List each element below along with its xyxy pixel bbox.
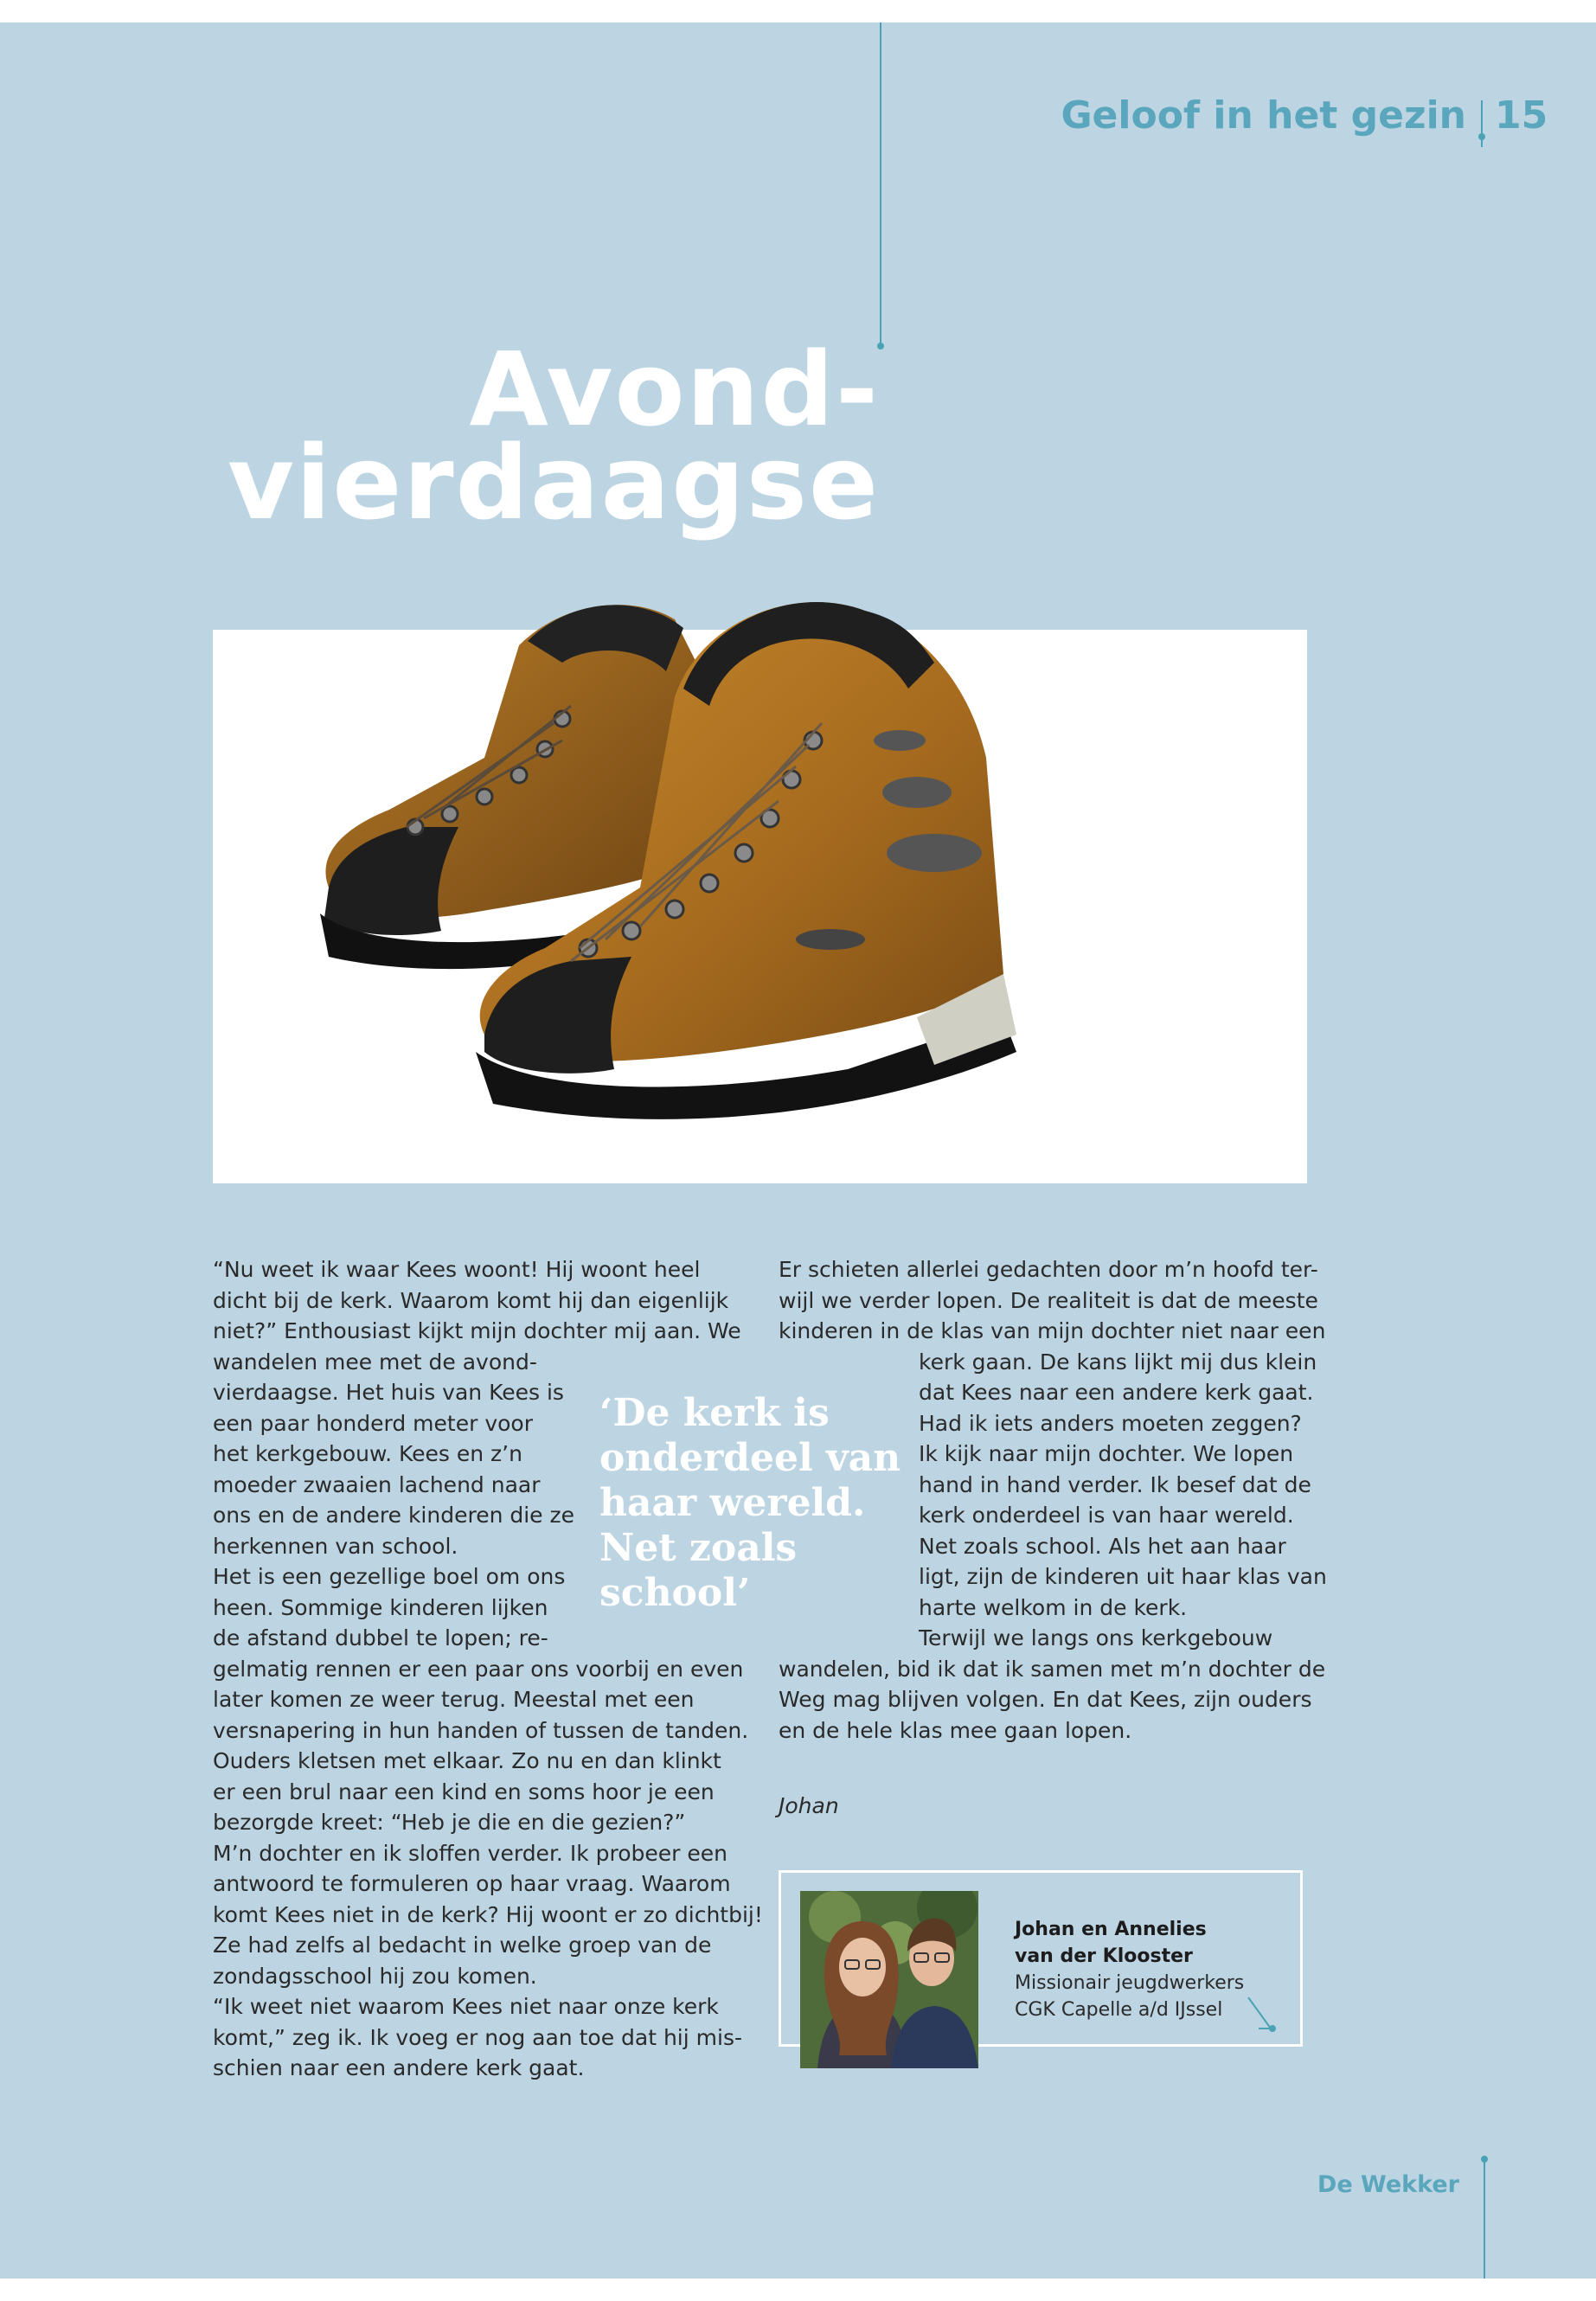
text-line: komt Kees niet in de kerk? Hij woont er zo dichtbij! xyxy=(213,1901,763,1927)
text-line: wandelen, bid ik dat ik samen met m’n dochter de xyxy=(779,1656,1326,1682)
text-line: kinderen in de klas van mijn dochter niet naar een xyxy=(779,1318,1326,1343)
text-line: ons en de andere kinderen die ze xyxy=(213,1503,575,1528)
pull-quote-line: school’ xyxy=(599,1571,751,1615)
pull-quote-line: Net zoals xyxy=(599,1526,798,1570)
author-bio-box xyxy=(779,1870,1303,2047)
text-line: Ouders kletsen met elkaar. Zo nu en dan klinkt xyxy=(213,1748,721,1773)
text-line: “Nu weet ik waar Kees woont! Hij woont heel xyxy=(213,1257,701,1282)
section-title: Geloof in het gezin xyxy=(1061,93,1466,138)
pull-quote-line: haar wereld. xyxy=(599,1481,866,1525)
bio-name xyxy=(1015,1916,1207,1970)
text-line: Terwijl we langs ons kerkgebouw xyxy=(919,1625,1273,1650)
text-line: versnapering in hun handen of tussen de tanden. xyxy=(213,1717,749,1743)
text-line: ligt, zijn de kinderen uit haar klas van xyxy=(919,1564,1327,1589)
authors-photo xyxy=(800,1891,978,2068)
bio-name-line: Johan en Annelies xyxy=(1015,1919,1207,1940)
text-line: de afstand dubbel te lopen; re- xyxy=(213,1625,548,1650)
bio-name-line: van der Klooster xyxy=(1015,1945,1193,1967)
pull-quote-line: ‘De kerk is xyxy=(599,1391,830,1435)
article-column-1 xyxy=(213,1254,763,2084)
footer-rule xyxy=(1484,2159,1485,2279)
text-line: Weg mag blijven volgen. En dat Kees, zijn ouders xyxy=(779,1687,1312,1712)
header-divider-dot xyxy=(1478,133,1485,140)
text-line: dat Kees naar een andere kerk gaat. xyxy=(919,1380,1314,1405)
page-number: 15 xyxy=(1495,93,1548,138)
text-line: komt,” zeg ik. Ik voeg er nog aan toe dat hij mis- xyxy=(213,2024,742,2050)
magazine-name: De Wekker xyxy=(1317,2171,1459,2198)
text-line: Net zoals school. Als het aan haar xyxy=(919,1533,1286,1559)
author-signature: Johan xyxy=(779,1793,839,1818)
magazine-page xyxy=(0,22,1596,2279)
title-line-1: Avond- xyxy=(469,330,880,449)
text-line: Ik kijk naar mijn dochter. We lopen xyxy=(919,1441,1294,1466)
text-line: hand in hand verder. Ik besef dat de xyxy=(919,1471,1311,1497)
text-line: “Ik weet niet waarom Kees niet naar onze kerk xyxy=(213,1994,719,2019)
text-line: vierdaagse. Het huis van Kees is xyxy=(213,1380,564,1405)
title-line-2: vierdaagse xyxy=(227,423,880,542)
article-title xyxy=(227,330,880,542)
text-line: moeder zwaaien lachend naar xyxy=(213,1471,541,1497)
text-line: kerk onderdeel is van haar wereld. xyxy=(919,1503,1294,1528)
text-line: er een brul naar een kind en soms hoor je een xyxy=(213,1779,715,1804)
bio-role-line: Missionair jeugdwerkers xyxy=(1015,1972,1245,1994)
article-column-2 xyxy=(779,1254,1327,1746)
text-line: dicht bij de kerk. Waarom komt hij dan eigenlijk xyxy=(213,1287,729,1313)
text-line: Er schieten allerlei gedachten door m’n hoofd ter- xyxy=(779,1257,1318,1282)
text-line: heen. Sommige kinderen lijken xyxy=(213,1594,548,1620)
decorative-line-icon xyxy=(1245,1994,1279,2037)
text-line: gelmatig rennen er een paar ons voorbij en even xyxy=(213,1656,744,1682)
pull-quote-line: onderdeel van xyxy=(599,1436,901,1480)
text-line: een paar honderd meter voor xyxy=(213,1410,533,1436)
text-line: M’n dochter en ik sloffen verder. Ik probeer een xyxy=(213,1840,727,1866)
text-line: en de hele klas mee gaan lopen. xyxy=(779,1717,1132,1743)
footer-rule-dot xyxy=(1481,2156,1488,2163)
text-line: Het is een gezellige boel om ons xyxy=(213,1564,566,1589)
text-line: herkennen van school. xyxy=(213,1533,458,1559)
bio-role xyxy=(1015,1970,1244,2023)
text-line: het kerkgebouw. Kees en z’n xyxy=(213,1441,522,1466)
text-line: Had ik iets anders moeten zeggen? xyxy=(919,1410,1302,1436)
text-line: niet?” Enthousiast kijkt mijn dochter mij aan. We xyxy=(213,1318,741,1343)
bio-role-line: CGK Capelle a/d IJssel xyxy=(1015,1999,1223,2021)
hiking-boots-image xyxy=(311,567,1211,1234)
text-line: schien naar een andere kerk gaat. xyxy=(213,2055,585,2080)
text-line: zondagsschool hij zou komen. xyxy=(213,1963,537,1989)
text-line: harte welkom in de kerk. xyxy=(919,1594,1188,1620)
text-line: Ze had zelfs al bedacht in welke groep van de xyxy=(213,1932,712,1958)
text-line: kerk gaan. De kans lijkt mij dus klein xyxy=(919,1349,1317,1375)
text-line: antwoord te formuleren op haar vraag. Waarom xyxy=(213,1871,731,1896)
text-line: wandelen mee met de avond- xyxy=(213,1349,537,1375)
top-rule xyxy=(880,22,881,346)
text-line: later komen ze weer terug. Meestal met een xyxy=(213,1687,695,1712)
text-line: bezorgde kreet: “Heb je die en die gezien?” xyxy=(213,1810,686,1835)
text-line: wijl we verder lopen. De realiteit is dat de meeste xyxy=(779,1287,1318,1313)
